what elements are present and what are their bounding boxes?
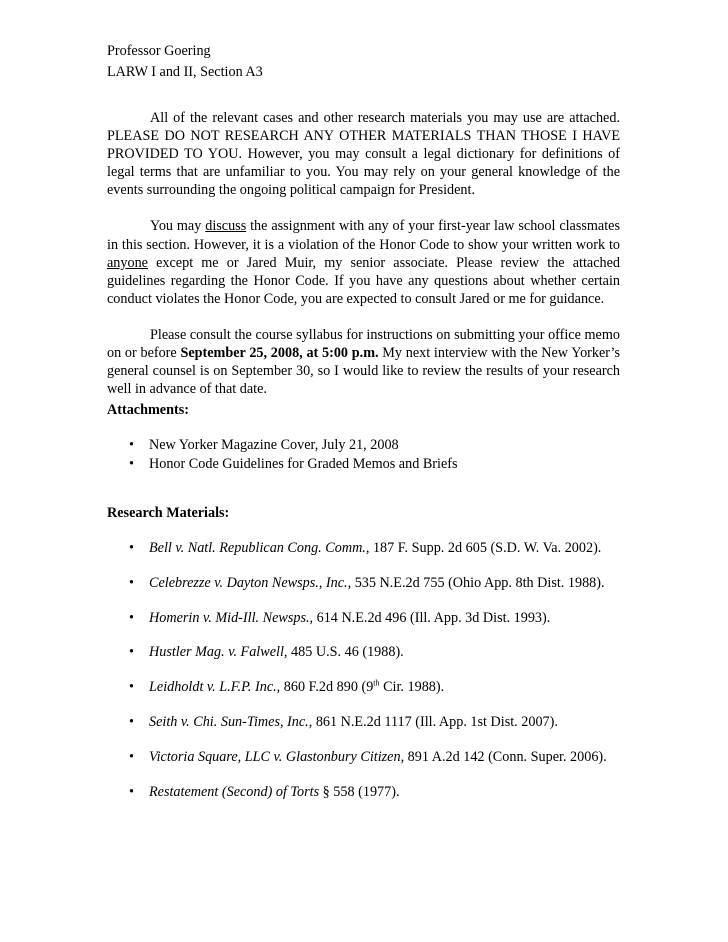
deadline-date: September 25, 2008, at 5:00 p.m. [180,345,379,362]
text-run: the assignment with any of your first-year law school classmates in this section. However, it is a violation of the Honor Code to show your written work to [107,218,620,253]
case-name: Celebrezze v. Dayton Newsps., Inc., [149,574,352,591]
bullet-icon: • [129,748,134,765]
citation: 187 F. Supp. 2d 605 (S.D. W. Va. 2002). [369,540,602,556]
list-item [129,436,458,455]
list-item [129,539,607,574]
case-name: Hustler Mag. v. Falwell, [149,644,288,661]
course-line: LARW I and II, Section A3 [107,64,263,80]
bullet-icon: • [129,574,134,591]
text-run: You may [150,218,206,235]
bullet-icon: • [129,713,134,730]
bullet-icon: • [129,540,134,556]
list-item [129,643,607,678]
attachment-text: New Yorker Magazine Cover, July 21, 2008 [149,437,399,453]
bullet-icon: • [129,644,134,661]
case-name: Leidholdt v. L.F.P. Inc., [149,679,281,696]
ordinal-superscript: th [373,678,380,688]
bullet-icon: • [129,437,134,453]
bullet-icon: • [129,455,134,472]
case-name: Seith v. Chi. Sun-Times, Inc., [149,713,313,730]
list-item [129,713,607,748]
case-name: Restatement (Second) of Torts [149,783,320,800]
underlined-anyone: anyone [107,254,148,271]
citation: 860 F.2d 890 (9 [280,679,374,696]
paragraph-honor-code [107,217,620,307]
underlined-discuss: discuss [205,218,247,235]
attachment-text: Honor Code Guidelines for Graded Memos and Briefs [149,455,458,472]
research-heading: Research Materials: [107,505,230,521]
citation: 614 N.E.2d 496 (Ill. App. 3d Dist. 1993). [313,609,551,626]
list-item [129,783,607,818]
attachments-heading: Attachments: [107,402,189,418]
paragraph-materials: All of the relevant cases and other research materials you may use are attached. PLEASE DO NOT RESEARCH ANY OTHER MATERIALS THAN THOSE I HAVE PROVIDED TO YOU. However, you may consult a legal dictionary for definitions of legal terms that are unfamiliar to you. You may rely on your general knowledge of the events surrounding the ongoing political campaign for President. [107,110,620,199]
text-run: except me or Jared Muir, my senior associate. Please review the attached guidelines regarding the Honor Code. If you have any questions about whether certain conduct violates the Honor Code, you are expected to consult Jared or me for guidance. [107,254,620,307]
citation: 891 A.2d 142 (Conn. Super. 2006). [404,748,607,765]
bullet-icon: • [129,609,134,626]
case-name: Victoria Square, LLC v. Glastonbury Citizen, [149,748,405,765]
author-line: Professor Goering [107,43,211,59]
text-run: My next interview with the New Yorker’s general counsel is on September 30, so I would like to review the results of your research well in advance of that date. [107,345,620,398]
research-list [129,539,607,817]
case-name: Homerin v. Mid-Ill. Newsps., [149,609,314,626]
citation: 861 N.E.2d 1117 (Ill. App. 1st Dist. 2007). [312,713,558,730]
memo-header [107,41,263,83]
memo-body [107,109,620,416]
list-item [129,748,607,783]
citation: 535 N.E.2d 755 (Ohio App. 8th Dist. 1988). [351,574,605,591]
bullet-icon: • [129,679,134,696]
list-item [129,455,458,474]
case-name: Bell v. Natl. Republican Cong. Comm., [149,540,370,556]
citation: § 558 (1977). [319,783,400,800]
list-item [129,609,607,644]
list-item [129,574,607,609]
paragraph-deadline [107,326,620,398]
text-run: Please consult the course syllabus for instructions on submitting your office memo on or before [107,326,620,362]
list-item [129,678,607,713]
bullet-icon: • [129,783,134,800]
citation: Cir. 1988). [379,679,445,696]
attachments-list [129,436,458,473]
citation: 485 U.S. 46 (1988). [287,644,404,661]
